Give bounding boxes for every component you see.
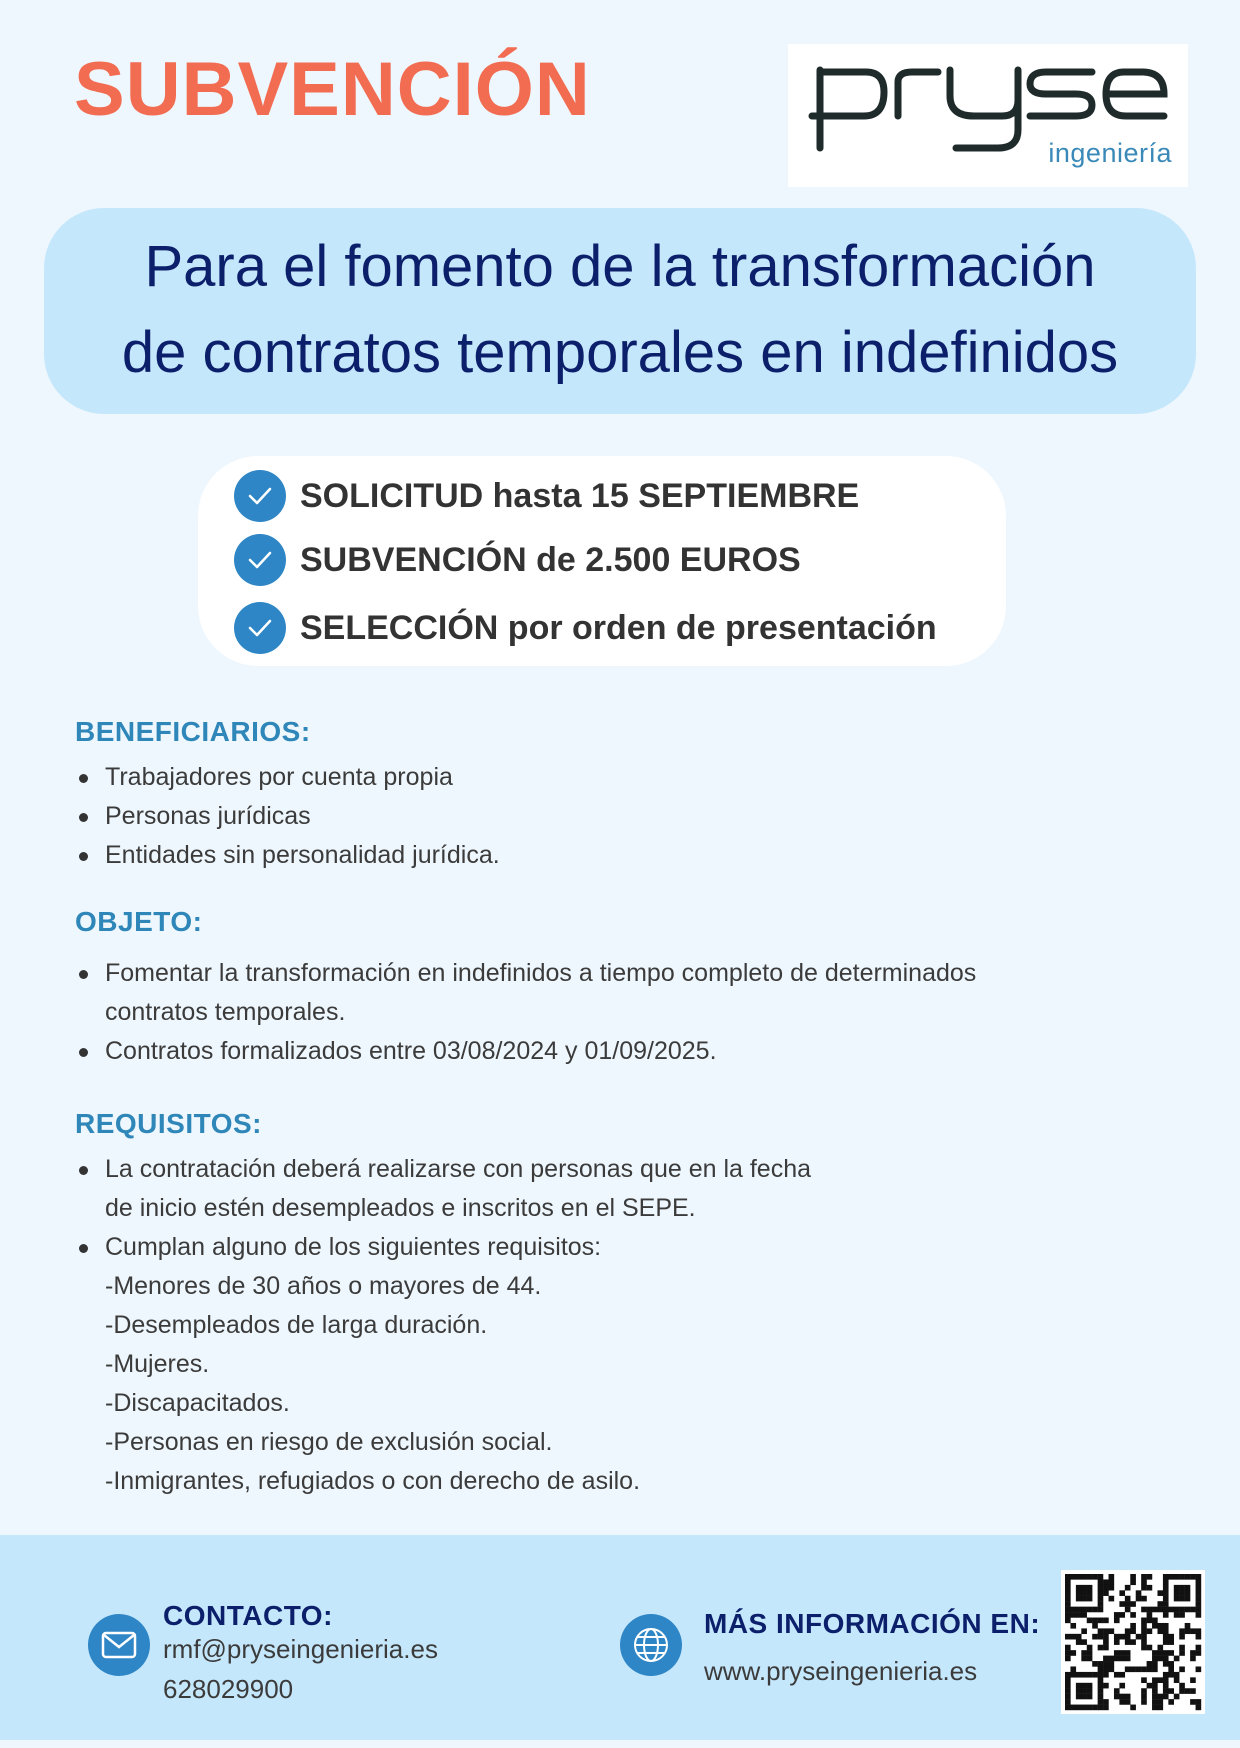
beneficiarios-list — [75, 758, 500, 875]
check-icon — [234, 602, 286, 654]
list-item — [75, 1150, 811, 1228]
list-item: Entidades sin personalidad jurídica. — [75, 836, 500, 875]
highlight-text: SOLICITUD hasta 15 SEPTIEMBRE — [300, 476, 860, 515]
list-item-line: Fomentar la transformación en indefinidos a tiempo completo de determinados — [105, 959, 977, 987]
headline-line-1: Para el fomento de la transformación — [144, 234, 1096, 299]
website-link[interactable]: www.pryseingenieria.es — [704, 1656, 978, 1686]
list-item-line: de inicio estén desempleados e inscritos en el SEPE. — [105, 1194, 696, 1222]
objeto-title: OBJETO: — [75, 906, 203, 937]
list-item-line: -Inmigrantes, refugiados o con derecho de asilo. — [105, 1467, 641, 1495]
pryse-logo-subtitle: ingeniería — [1048, 138, 1172, 168]
objeto-list — [75, 954, 976, 1071]
list-item-line: Contratos formalizados entre 03/08/2024 y 01/09/2025. — [105, 1037, 717, 1065]
requisitos-title: REQUISITOS: — [75, 1108, 263, 1139]
contact-title: CONTACTO: — [163, 1600, 333, 1631]
highlight-item — [234, 470, 859, 522]
list-item-line: Cumplan alguno de los siguientes requisitos: — [105, 1233, 602, 1261]
highlight-text: SUBVENCIÓN de 2.500 EUROS — [300, 540, 801, 579]
check-icon — [234, 470, 286, 522]
more-info-title: MÁS INFORMACIÓN EN: — [704, 1608, 1041, 1639]
list-item: Trabajadores por cuenta propia — [75, 758, 500, 797]
list-item — [75, 954, 976, 1032]
check-icon — [234, 534, 286, 586]
beneficiarios-title: BENEFICIARIOS: — [75, 716, 311, 747]
list-item-line: -Mujeres. — [105, 1350, 210, 1378]
list-item: Personas jurídicas — [75, 797, 500, 836]
highlight-item — [234, 534, 801, 586]
page-title: SUBVENCIÓN — [74, 47, 591, 132]
highlight-text: SELECCIÓN por orden de presentación — [300, 608, 937, 647]
requisitos-list — [75, 1150, 811, 1501]
list-item-line: -Discapacitados. — [105, 1389, 290, 1417]
globe-icon — [620, 1614, 682, 1676]
qr-code-pattern — [1061, 1570, 1205, 1714]
highlight-item — [234, 602, 937, 654]
headline-banner — [44, 208, 1196, 414]
list-item-line: -Desempleados de larga duración. — [105, 1311, 488, 1339]
contact-email[interactable]: rmf@pryseingenieria.es — [163, 1634, 438, 1664]
list-item-line: -Menores de 30 años o mayores de 44. — [105, 1272, 542, 1300]
list-item — [75, 1228, 811, 1501]
highlights-box — [198, 456, 1006, 666]
mail-icon — [88, 1614, 150, 1676]
list-item — [75, 1032, 976, 1071]
list-item-line: La contratación deberá realizarse con personas que en la fecha — [105, 1155, 812, 1183]
contact-phone[interactable]: 628029900 — [163, 1674, 294, 1704]
list-item-line: -Personas en riesgo de exclusión social. — [105, 1428, 553, 1456]
pryse-logo — [788, 44, 1188, 187]
qr-code[interactable] — [1061, 1570, 1205, 1714]
list-item-line: contratos temporales. — [105, 998, 346, 1026]
headline-line-2: de contratos temporales en indefinidos — [121, 320, 1119, 385]
